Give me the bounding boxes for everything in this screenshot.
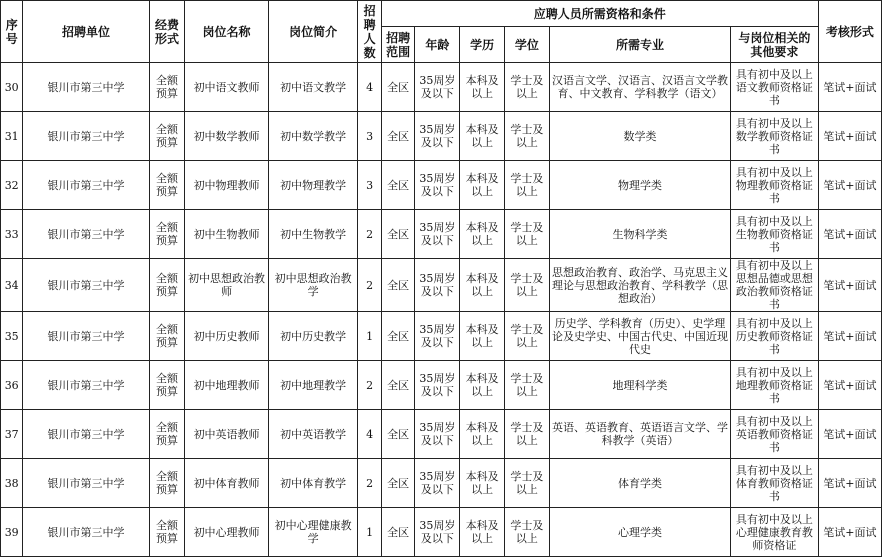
cell-funding: 全额预算 <box>149 459 185 508</box>
cell-other: 具有初中及以上语文教师资格证书 <box>731 63 819 112</box>
cell-post-intro: 初中思想政治教学 <box>268 259 358 312</box>
cell-degree: 学士及以上 <box>505 259 550 312</box>
cell-age: 35周岁及以下 <box>415 259 460 312</box>
cell-unit: 银川市第三中学 <box>23 161 149 210</box>
cell-major: 汉语言文学、汉语言、汉语言文学教育、中文教育、学科教学（语文） <box>549 63 730 112</box>
cell-post-intro: 初中物理教学 <box>268 161 358 210</box>
cell-count: 2 <box>358 210 381 259</box>
cell-count: 1 <box>358 508 381 557</box>
cell-scope: 全区 <box>381 161 415 210</box>
cell-exam: 笔试+面试 <box>818 361 881 410</box>
cell-count: 4 <box>358 63 381 112</box>
cell-education: 本科及以上 <box>460 410 505 459</box>
header-education: 学历 <box>460 27 505 63</box>
header-post-name: 岗位名称 <box>185 1 269 63</box>
cell-exam: 笔试+面试 <box>818 112 881 161</box>
cell-seq: 35 <box>1 312 23 361</box>
table-row <box>1 508 882 557</box>
cell-count: 1 <box>358 312 381 361</box>
header-unit: 招聘单位 <box>23 1 149 63</box>
cell-other: 具有初中及以上历史教师资格证书 <box>731 312 819 361</box>
cell-scope: 全区 <box>381 312 415 361</box>
cell-scope: 全区 <box>381 508 415 557</box>
cell-post-name: 初中历史教师 <box>185 312 269 361</box>
cell-count: 3 <box>358 161 381 210</box>
cell-funding: 全额预算 <box>149 410 185 459</box>
cell-exam: 笔试+面试 <box>818 312 881 361</box>
header-funding: 经费形式 <box>149 1 185 63</box>
cell-funding: 全额预算 <box>149 361 185 410</box>
cell-major: 心理学类 <box>549 508 730 557</box>
cell-unit: 银川市第三中学 <box>23 112 149 161</box>
cell-exam: 笔试+面试 <box>818 210 881 259</box>
cell-post-name: 初中心理教师 <box>185 508 269 557</box>
cell-scope: 全区 <box>381 361 415 410</box>
cell-degree: 学士及以上 <box>505 210 550 259</box>
cell-scope: 全区 <box>381 410 415 459</box>
cell-post-name: 初中物理教师 <box>185 161 269 210</box>
cell-seq: 34 <box>1 259 23 312</box>
cell-other: 具有初中及以上生物教师资格证书 <box>731 210 819 259</box>
cell-age: 35周岁及以下 <box>415 361 460 410</box>
cell-seq: 36 <box>1 361 23 410</box>
cell-post-name: 初中生物教师 <box>185 210 269 259</box>
cell-age: 35周岁及以下 <box>415 312 460 361</box>
cell-count: 3 <box>358 112 381 161</box>
cell-post-name: 初中体育教师 <box>185 459 269 508</box>
cell-exam: 笔试+面试 <box>818 508 881 557</box>
cell-age: 35周岁及以下 <box>415 459 460 508</box>
cell-unit: 银川市第三中学 <box>23 459 149 508</box>
cell-education: 本科及以上 <box>460 63 505 112</box>
cell-other: 具有初中及以上思想品德或思想政治教师资格证书 <box>731 259 819 312</box>
cell-post-intro: 初中心理健康教学 <box>268 508 358 557</box>
cell-education: 本科及以上 <box>460 459 505 508</box>
table-row <box>1 459 882 508</box>
cell-scope: 全区 <box>381 259 415 312</box>
cell-education: 本科及以上 <box>460 161 505 210</box>
cell-education: 本科及以上 <box>460 361 505 410</box>
cell-degree: 学士及以上 <box>505 410 550 459</box>
table-row <box>1 312 882 361</box>
cell-post-intro: 初中英语教学 <box>268 410 358 459</box>
cell-unit: 银川市第三中学 <box>23 210 149 259</box>
cell-funding: 全额预算 <box>149 259 185 312</box>
table-row <box>1 63 882 112</box>
cell-education: 本科及以上 <box>460 210 505 259</box>
header-scope: 招聘范围 <box>381 27 415 63</box>
cell-major: 思想政治教育、政治学、马克思主义理论与思想政治教育、学科教学（思想政治） <box>549 259 730 312</box>
table-row <box>1 210 882 259</box>
cell-seq: 38 <box>1 459 23 508</box>
cell-degree: 学士及以上 <box>505 508 550 557</box>
cell-unit: 银川市第三中学 <box>23 508 149 557</box>
cell-major: 物理学类 <box>549 161 730 210</box>
cell-funding: 全额预算 <box>149 312 185 361</box>
cell-major: 英语、英语教育、英语语言文学、学科教学（英语） <box>549 410 730 459</box>
cell-seq: 37 <box>1 410 23 459</box>
table-row <box>1 112 882 161</box>
cell-funding: 全额预算 <box>149 161 185 210</box>
cell-unit: 银川市第三中学 <box>23 63 149 112</box>
cell-count: 4 <box>358 410 381 459</box>
header-major: 所需专业 <box>549 27 730 63</box>
cell-major: 体育学类 <box>549 459 730 508</box>
cell-unit: 银川市第三中学 <box>23 259 149 312</box>
table-row <box>1 259 882 312</box>
header-row-top <box>1 1 882 27</box>
table-row <box>1 410 882 459</box>
cell-other: 具有初中及以上心理健康教育教师资格证 <box>731 508 819 557</box>
cell-post-intro: 初中体育教学 <box>268 459 358 508</box>
cell-count: 2 <box>358 459 381 508</box>
cell-unit: 银川市第三中学 <box>23 312 149 361</box>
cell-post-intro: 初中地理教学 <box>268 361 358 410</box>
cell-post-name: 初中英语教师 <box>185 410 269 459</box>
cell-post-name: 初中思想政治教师 <box>185 259 269 312</box>
cell-post-intro: 初中生物教学 <box>268 210 358 259</box>
cell-age: 35周岁及以下 <box>415 210 460 259</box>
cell-education: 本科及以上 <box>460 112 505 161</box>
header-degree: 学位 <box>505 27 550 63</box>
cell-major: 生物科学类 <box>549 210 730 259</box>
cell-age: 35周岁及以下 <box>415 161 460 210</box>
cell-unit: 银川市第三中学 <box>23 410 149 459</box>
cell-count: 2 <box>358 259 381 312</box>
cell-degree: 学士及以上 <box>505 63 550 112</box>
cell-other: 具有初中及以上地理教师资格证书 <box>731 361 819 410</box>
cell-post-name: 初中地理教师 <box>185 361 269 410</box>
table-row <box>1 361 882 410</box>
cell-funding: 全额预算 <box>149 112 185 161</box>
cell-scope: 全区 <box>381 63 415 112</box>
cell-other: 具有初中及以上物理教师资格证书 <box>731 161 819 210</box>
header-age: 年龄 <box>415 27 460 63</box>
cell-scope: 全区 <box>381 210 415 259</box>
cell-seq: 33 <box>1 210 23 259</box>
cell-post-intro: 初中历史教学 <box>268 312 358 361</box>
cell-other: 具有初中及以上体育教师资格证书 <box>731 459 819 508</box>
cell-seq: 32 <box>1 161 23 210</box>
cell-age: 35周岁及以下 <box>415 112 460 161</box>
cell-exam: 笔试+面试 <box>818 259 881 312</box>
cell-seq: 30 <box>1 63 23 112</box>
header-other: 与岗位相关的其他要求 <box>731 27 819 63</box>
cell-major: 历史学、学科教育（历史）、史学理论及史学史、中国古代史、中国近现代史 <box>549 312 730 361</box>
table-row <box>1 161 882 210</box>
cell-count: 2 <box>358 361 381 410</box>
cell-funding: 全额预算 <box>149 210 185 259</box>
cell-degree: 学士及以上 <box>505 312 550 361</box>
cell-age: 35周岁及以下 <box>415 63 460 112</box>
cell-degree: 学士及以上 <box>505 161 550 210</box>
cell-education: 本科及以上 <box>460 312 505 361</box>
cell-unit: 银川市第三中学 <box>23 361 149 410</box>
cell-funding: 全额预算 <box>149 63 185 112</box>
cell-post-name: 初中语文教师 <box>185 63 269 112</box>
cell-funding: 全额预算 <box>149 508 185 557</box>
cell-education: 本科及以上 <box>460 508 505 557</box>
cell-post-name: 初中数学教师 <box>185 112 269 161</box>
table-body <box>1 63 882 557</box>
header-count: 招聘人数 <box>358 1 381 63</box>
cell-major: 地理科学类 <box>549 361 730 410</box>
header-seq: 序号 <box>1 1 23 63</box>
cell-degree: 学士及以上 <box>505 361 550 410</box>
header-requirements-group: 应聘人员所需资格和条件 <box>381 1 818 27</box>
cell-exam: 笔试+面试 <box>818 63 881 112</box>
cell-seq: 39 <box>1 508 23 557</box>
cell-degree: 学士及以上 <box>505 459 550 508</box>
header-post-intro: 岗位简介 <box>268 1 358 63</box>
cell-education: 本科及以上 <box>460 259 505 312</box>
cell-other: 具有初中及以上英语教师资格证书 <box>731 410 819 459</box>
cell-age: 35周岁及以下 <box>415 508 460 557</box>
cell-exam: 笔试+面试 <box>818 410 881 459</box>
cell-other: 具有初中及以上数学教师资格证书 <box>731 112 819 161</box>
cell-exam: 笔试+面试 <box>818 161 881 210</box>
cell-degree: 学士及以上 <box>505 112 550 161</box>
header-exam: 考核形式 <box>818 1 881 63</box>
cell-exam: 笔试+面试 <box>818 459 881 508</box>
cell-major: 数学类 <box>549 112 730 161</box>
cell-post-intro: 初中数学教学 <box>268 112 358 161</box>
cell-age: 35周岁及以下 <box>415 410 460 459</box>
cell-post-intro: 初中语文教学 <box>268 63 358 112</box>
cell-scope: 全区 <box>381 459 415 508</box>
cell-seq: 31 <box>1 112 23 161</box>
cell-scope: 全区 <box>381 112 415 161</box>
